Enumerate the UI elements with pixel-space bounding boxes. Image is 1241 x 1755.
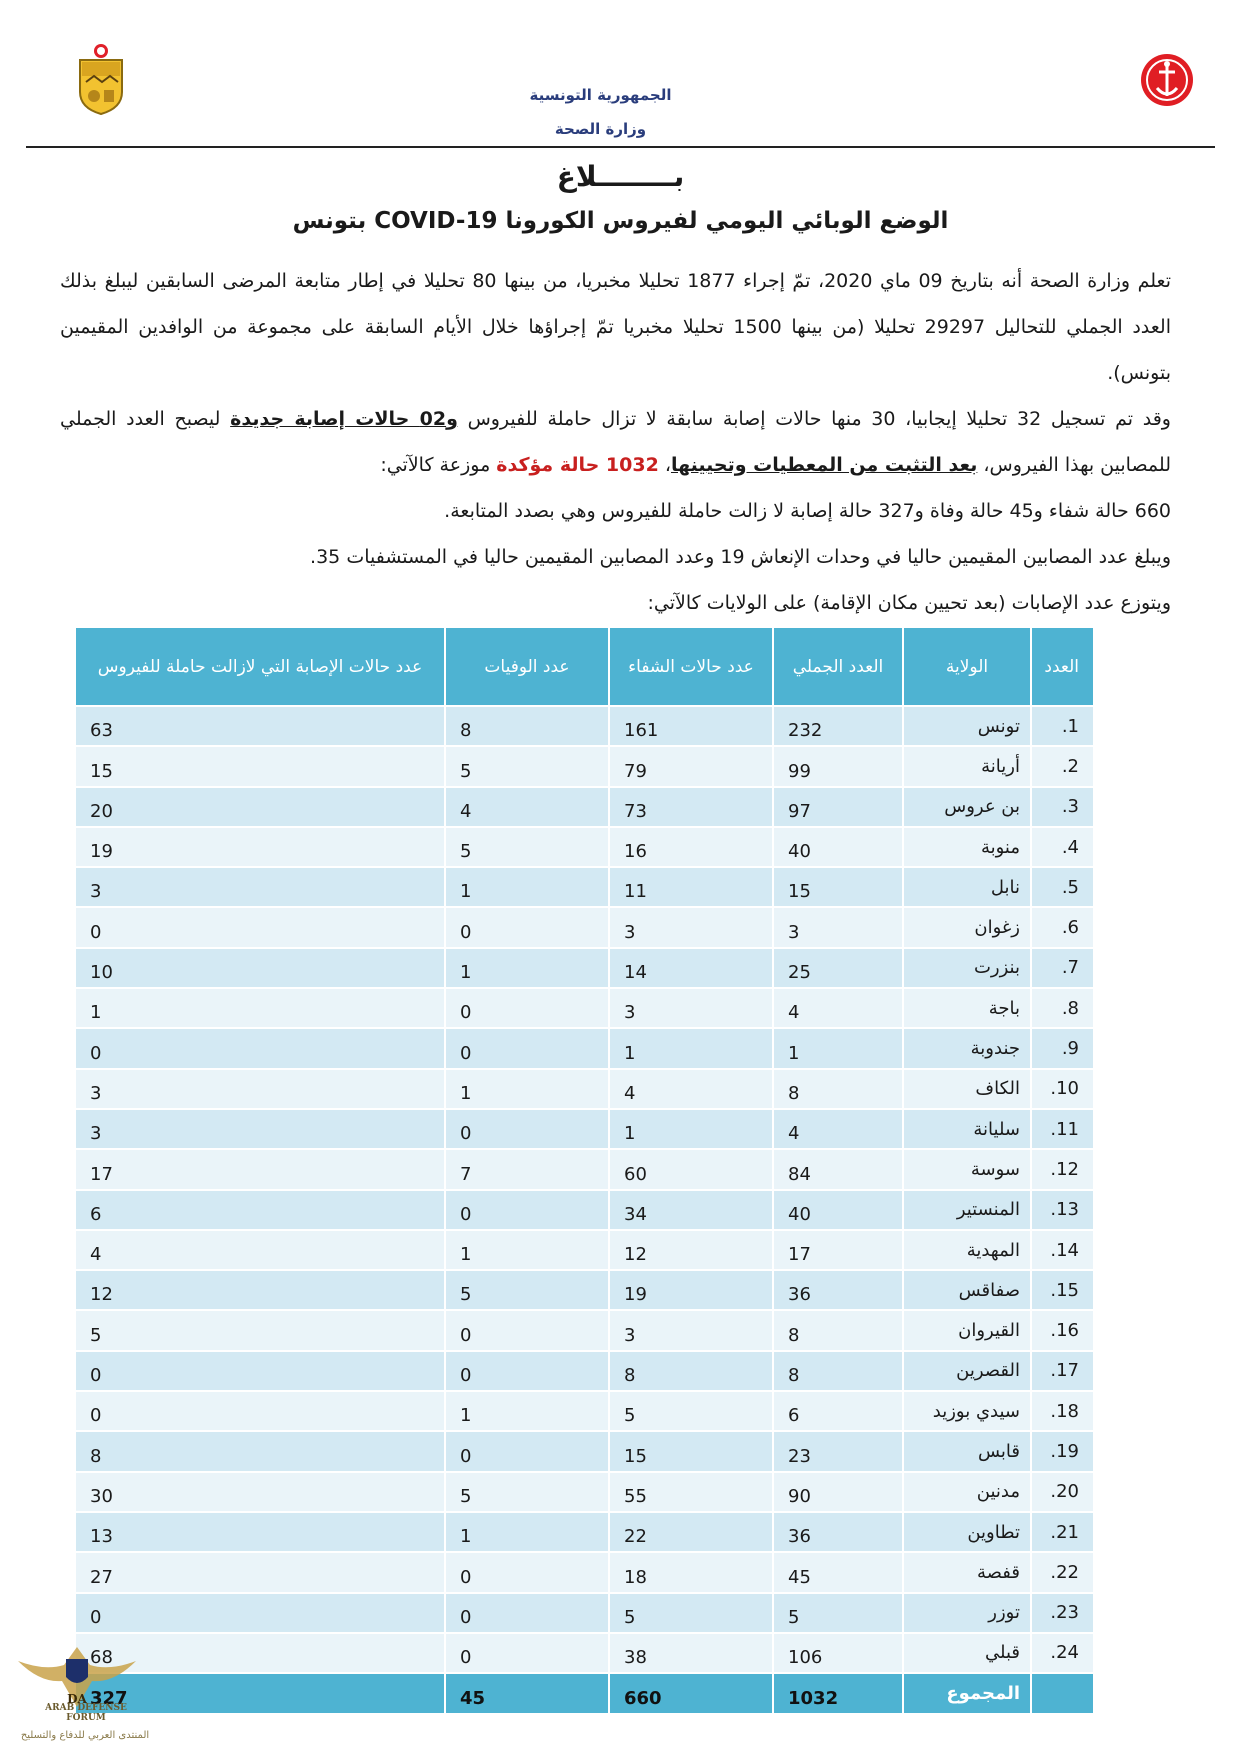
column-header-recovered: عدد حالات الشفاء: [609, 628, 773, 706]
table-cell: 0: [445, 1593, 609, 1633]
table-cell: 10.: [1031, 1069, 1093, 1109]
table-cell: 7.: [1031, 948, 1093, 988]
new-cases-highlight: و02 حالات إصابة جديدة: [230, 408, 458, 430]
table-cell: منوبة: [903, 827, 1031, 867]
table-cell: 36: [773, 1512, 903, 1552]
table-cell: 3: [75, 1069, 445, 1109]
table-row: [75, 1310, 1093, 1350]
table-row: [75, 706, 1093, 746]
table-cell: 40: [773, 827, 903, 867]
governorate-table: [74, 628, 1093, 1713]
table-row: [75, 948, 1093, 988]
table-cell: الكاف: [903, 1069, 1031, 1109]
table-cell: 5: [445, 1472, 609, 1512]
total-cell: المجموع: [903, 1673, 1031, 1713]
letterhead: [26, 30, 1215, 148]
paragraph-tests: تعلم وزارة الصحة أنه بتاريخ 09 ماي 2020، تمّ إجراء 1877 تحليلا مخبريا، من بينها 80 تحليلا في إطار متابعة المرضى السابقين ليبلغ بذلك العدد الجملي للتحاليل 29297 تحليلا (من بينها 1500 تحليلا مخبريا تمّ إجراؤها خلال الأيام السابقة على مجموعة من الوافدين المقيمين بتونس).: [60, 270, 1172, 384]
table-cell: 3: [773, 907, 903, 947]
table-cell: 4: [773, 988, 903, 1028]
total-cell: 327: [75, 1673, 445, 1713]
table-cell: زغوان: [903, 907, 1031, 947]
table-cell: 17: [773, 1230, 903, 1270]
table-cell: المنستير: [903, 1190, 1031, 1230]
table-cell: 20: [75, 787, 445, 827]
table-cell: 15: [609, 1431, 773, 1471]
table-cell: سوسة: [903, 1149, 1031, 1189]
table-row: [75, 1351, 1093, 1391]
table-cell: 18: [609, 1552, 773, 1592]
column-header-governorate: الولاية: [903, 628, 1031, 706]
table-cell: 1: [445, 867, 609, 907]
table-cell: 23.: [1031, 1593, 1093, 1633]
forum-shield-icon: [14, 1641, 140, 1711]
table-cell: 4: [75, 1230, 445, 1270]
total-cell: 45: [445, 1673, 609, 1713]
governorate-table-container: [75, 628, 1093, 1713]
table-cell: القيروان: [903, 1310, 1031, 1350]
table-cell: 5: [75, 1310, 445, 1350]
table-cell: أريانة: [903, 746, 1031, 786]
table-row: [75, 1069, 1093, 1109]
table-cell: 5: [773, 1593, 903, 1633]
table-cell: 1: [75, 988, 445, 1028]
table-cell: 0: [75, 907, 445, 947]
table-cell: سليانة: [903, 1109, 1031, 1149]
paragraph-breakdown: 660 حالة شفاء و45 حالة وفاة و327 حالة إصابة لا زالت حاملة للفيروس وهي بصدد المتابعة.: [444, 500, 1171, 522]
table-cell: 23: [773, 1431, 903, 1471]
table-cell: 79: [609, 746, 773, 786]
table-cell: 13.: [1031, 1190, 1093, 1230]
table-cell: 22: [609, 1512, 773, 1552]
paragraph-hospital: ويبلغ عدد المصابين المقيمين حاليا في وحدات الإنعاش 19 وعدد المصابين المقيمين حاليا في المستشفيات 35.: [310, 546, 1171, 568]
table-cell: 0: [75, 1391, 445, 1431]
table-cell: 5: [609, 1593, 773, 1633]
table-cell: 0: [445, 1310, 609, 1350]
table-cell: 97: [773, 787, 903, 827]
table-row: [75, 867, 1093, 907]
forum-watermark: [6, 1641, 150, 1751]
table-cell: 7: [445, 1149, 609, 1189]
table-cell: قبلي: [903, 1633, 1031, 1673]
table-row: [75, 907, 1093, 947]
table-cell: 21.: [1031, 1512, 1093, 1552]
table-cell: 84: [773, 1149, 903, 1189]
table-cell: 0: [445, 1351, 609, 1391]
table-cell: 1: [445, 948, 609, 988]
table-total-row: [75, 1673, 1093, 1713]
table-row: [75, 988, 1093, 1028]
table-cell: 3: [609, 907, 773, 947]
table-cell: 3: [609, 988, 773, 1028]
text-run: ليصبح العدد الجملي للمصابين بهذا الفيروس،: [60, 408, 1171, 476]
table-row: [75, 746, 1093, 786]
forum-name: ARAB DEFENSE FORUM: [45, 1703, 127, 1723]
table-cell: 0: [445, 907, 609, 947]
table-cell: 1: [445, 1512, 609, 1552]
table-cell: 5.: [1031, 867, 1093, 907]
total-cell: [1031, 1673, 1093, 1713]
table-cell: 12.: [1031, 1149, 1093, 1189]
table-cell: 30: [75, 1472, 445, 1512]
table-row: [75, 1109, 1093, 1149]
table-cell: 4: [445, 787, 609, 827]
column-header-index: العدد: [1031, 628, 1093, 706]
ministry-name: وزارة الصحة: [554, 120, 647, 138]
table-cell: 15.: [1031, 1270, 1093, 1310]
table-cell: 17: [75, 1149, 445, 1189]
confirmed-cases-highlight: 1032 حالة مؤكدة: [496, 454, 659, 476]
table-cell: بن عروس: [903, 787, 1031, 827]
table-cell: 9.: [1031, 1028, 1093, 1068]
table-cell: 25: [773, 948, 903, 988]
table-cell: 0: [445, 1109, 609, 1149]
table-cell: 1: [445, 1069, 609, 1109]
table-row: [75, 1593, 1093, 1633]
table-cell: 0: [75, 1351, 445, 1391]
table-cell: صفاقس: [903, 1270, 1031, 1310]
table-cell: 8: [773, 1351, 903, 1391]
table-cell: 15: [773, 867, 903, 907]
table-cell: 10: [75, 948, 445, 988]
table-cell: 38: [609, 1633, 773, 1673]
table-cell: 0: [445, 1431, 609, 1471]
table-cell: 8: [75, 1431, 445, 1471]
table-header-row: [75, 628, 1093, 706]
table-cell: 1: [609, 1028, 773, 1068]
table-cell: 1.: [1031, 706, 1093, 746]
table-row: [75, 1270, 1093, 1310]
table-cell: توزر: [903, 1593, 1031, 1633]
table-cell: 13: [75, 1512, 445, 1552]
table-cell: 16: [609, 827, 773, 867]
table-cell: 11: [609, 867, 773, 907]
column-header-active: عدد حالات الإصابة التي لازالت حاملة للفيروس: [75, 628, 445, 706]
table-cell: 73: [609, 787, 773, 827]
table-row: [75, 1431, 1093, 1471]
verification-highlight: بعد التثبت من المعطيات وتحيينها: [670, 454, 978, 476]
table-cell: 1: [773, 1028, 903, 1068]
communique-body: [60, 258, 1171, 626]
text-run: موزعة كالآتي:: [380, 454, 497, 476]
table-cell: 4.: [1031, 827, 1093, 867]
table-cell: 8.: [1031, 988, 1093, 1028]
table-cell: 27: [75, 1552, 445, 1592]
table-cell: 6: [773, 1391, 903, 1431]
table-cell: 20.: [1031, 1472, 1093, 1512]
table-cell: سيدي بوزيد: [903, 1391, 1031, 1431]
table-cell: 14: [609, 948, 773, 988]
table-cell: 161: [609, 706, 773, 746]
table-cell: 55: [609, 1472, 773, 1512]
table-cell: 5: [445, 746, 609, 786]
table-cell: 232: [773, 706, 903, 746]
table-cell: 0: [75, 1028, 445, 1068]
table-row: [75, 1190, 1093, 1230]
table-cell: 34: [609, 1190, 773, 1230]
table-row: [75, 827, 1093, 867]
table-cell: 8: [773, 1069, 903, 1109]
table-cell: القصرين: [903, 1351, 1031, 1391]
table-cell: 36: [773, 1270, 903, 1310]
table-cell: جندوبة: [903, 1028, 1031, 1068]
issuer-block: [26, 78, 1215, 146]
table-row: [75, 787, 1093, 827]
table-cell: 1: [445, 1230, 609, 1270]
paragraph-distribution: ويتوزع عدد الإصابات (بعد تحيين مكان الإقامة) على الولايات كالآتي:: [647, 592, 1171, 614]
table-cell: 63: [75, 706, 445, 746]
table-cell: 18.: [1031, 1391, 1093, 1431]
table-cell: 2.: [1031, 746, 1093, 786]
forum-mark: DA: [67, 1692, 87, 1706]
column-header-total: العدد الجملي: [773, 628, 903, 706]
table-cell: تطاوين: [903, 1512, 1031, 1552]
total-cell: 660: [609, 1673, 773, 1713]
table-cell: 15: [75, 746, 445, 786]
communique-label: بــــــــلاغ: [556, 160, 685, 193]
table-cell: 12: [75, 1270, 445, 1310]
table-cell: 0: [445, 1028, 609, 1068]
table-cell: 17.: [1031, 1351, 1093, 1391]
table-row: [75, 1512, 1093, 1552]
table-cell: مدنين: [903, 1472, 1031, 1512]
table-cell: 6: [75, 1190, 445, 1230]
table-cell: 99: [773, 746, 903, 786]
table-cell: 16.: [1031, 1310, 1093, 1350]
table-cell: قفصة: [903, 1552, 1031, 1592]
table-cell: 19: [609, 1270, 773, 1310]
table-row: [75, 1391, 1093, 1431]
table-cell: 19.: [1031, 1431, 1093, 1471]
table-cell: 8: [445, 706, 609, 746]
table-cell: 40: [773, 1190, 903, 1230]
table-cell: 4: [609, 1069, 773, 1109]
table-cell: المهدية: [903, 1230, 1031, 1270]
paragraph-cases: [60, 396, 1171, 488]
table-cell: 68: [75, 1633, 445, 1673]
total-cell: 1032: [773, 1673, 903, 1713]
ministry-logo-icon: [1139, 52, 1195, 108]
table-cell: 3.: [1031, 787, 1093, 827]
table-cell: 11.: [1031, 1109, 1093, 1149]
table-cell: تونس: [903, 706, 1031, 746]
republic-name: الجمهورية التونسية: [529, 86, 672, 104]
table-cell: 0: [75, 1593, 445, 1633]
text-run: ،: [658, 454, 671, 476]
table-cell: 0: [445, 988, 609, 1028]
table-cell: 24.: [1031, 1633, 1093, 1673]
table-cell: 8: [773, 1310, 903, 1350]
text-run: وقد تم تسجيل 32 تحليلا إيجابيا، 30 منها حالات إصابة سابقة لا تزال حاملة للفيروس: [457, 408, 1171, 430]
table-cell: 5: [445, 827, 609, 867]
table-cell: 6.: [1031, 907, 1093, 947]
table-body: [75, 706, 1093, 1713]
table-cell: 12: [609, 1230, 773, 1270]
table-cell: 60: [609, 1149, 773, 1189]
table-cell: 0: [445, 1190, 609, 1230]
column-header-deaths: عدد الوفيات: [445, 628, 609, 706]
table-cell: 0: [445, 1552, 609, 1592]
table-row: [75, 1472, 1093, 1512]
table-row: [75, 1230, 1093, 1270]
table-cell: 5: [609, 1391, 773, 1431]
table-cell: 106: [773, 1633, 903, 1673]
table-cell: قابس: [903, 1431, 1031, 1471]
table-cell: نابل: [903, 867, 1031, 907]
table-cell: 19: [75, 827, 445, 867]
table-cell: 4: [773, 1109, 903, 1149]
table-row: [75, 1552, 1093, 1592]
table-cell: 0: [445, 1633, 609, 1673]
table-row: [75, 1149, 1093, 1189]
table-cell: 22.: [1031, 1552, 1093, 1592]
forum-name-arabic: المنتدى العربي للدفاع والتسليح: [20, 1730, 150, 1741]
table-cell: بنزرت: [903, 948, 1031, 988]
table-cell: 90: [773, 1472, 903, 1512]
table-cell: 3: [609, 1310, 773, 1350]
table-cell: 14.: [1031, 1230, 1093, 1270]
table-row: [75, 1028, 1093, 1068]
table-cell: 45: [773, 1552, 903, 1592]
table-cell: 5: [445, 1270, 609, 1310]
table-cell: 1: [609, 1109, 773, 1149]
table-cell: 8: [609, 1351, 773, 1391]
table-cell: 3: [75, 867, 445, 907]
table-cell: باجة: [903, 988, 1031, 1028]
document-title: الوضع الوبائي اليومي لفيروس الكورونا COVID-19 بتونس: [292, 208, 949, 234]
table-row: [75, 1633, 1093, 1673]
table-cell: 1: [445, 1391, 609, 1431]
table-cell: 3: [75, 1109, 445, 1149]
